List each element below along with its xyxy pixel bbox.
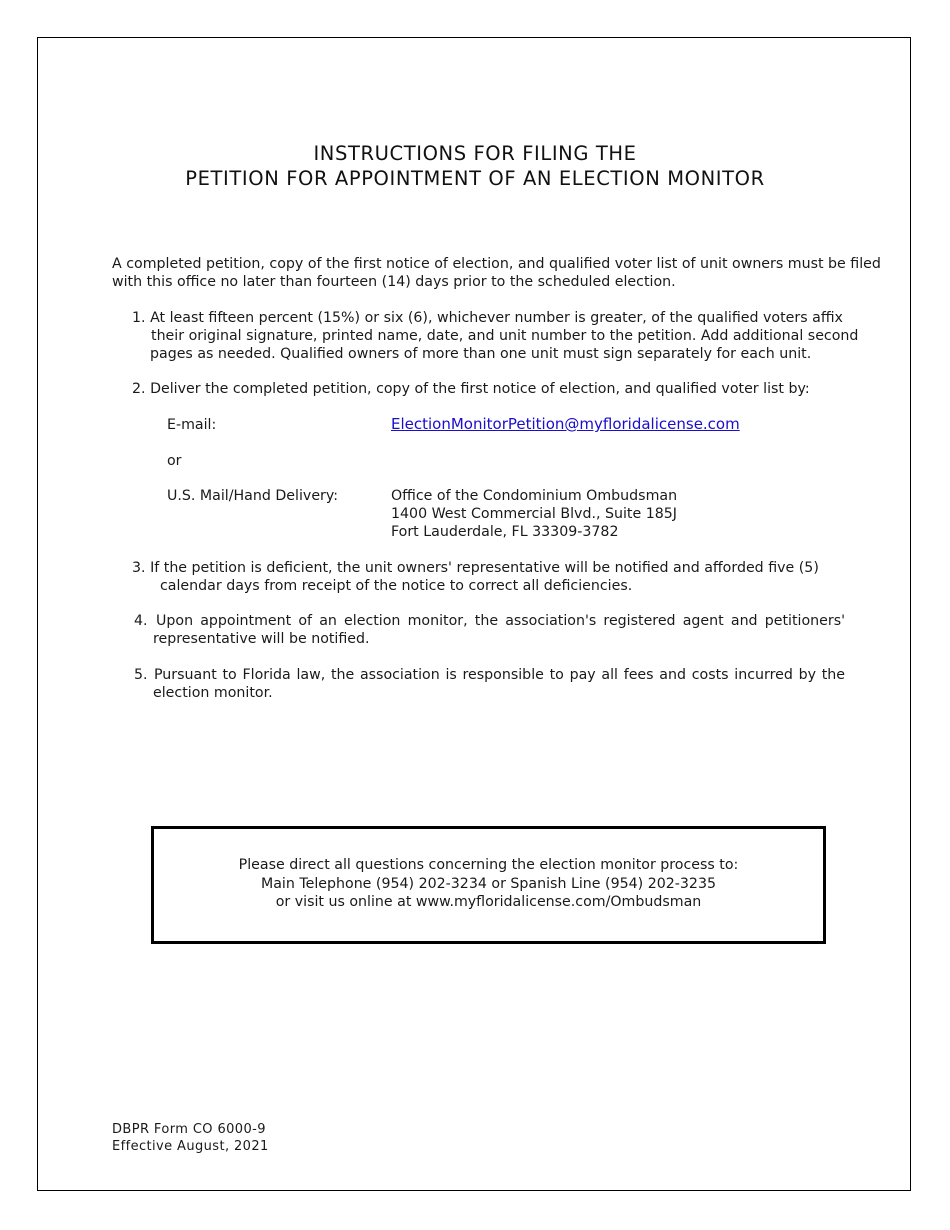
page-title-line-2: PETITION FOR APPOINTMENT OF AN ELECTION MONITOR — [185, 167, 765, 190]
address-line: Fort Lauderdale, FL 33309-3782 — [391, 524, 619, 540]
item-text-line: At least fifteen percent (15%) or six (6), whichever number is greater, of the qualified voters affix — [150, 310, 843, 326]
instruction-item-3 — [132, 559, 819, 595]
intro-paragraph — [112, 255, 881, 291]
page-title-line-1: INSTRUCTIONS FOR FILING THE — [313, 142, 637, 165]
address-line: 1400 West Commercial Blvd., Suite 185J — [391, 506, 677, 522]
intro-line: A completed petition, copy of the first notice of election, and qualified voter list of unit owners must be filed — [112, 256, 881, 272]
form-number: DBPR Form CO 6000-9 — [112, 1122, 266, 1137]
item-text-line: pages as needed. Qualified owners of more than one unit must sign separately for each unit. — [150, 346, 812, 362]
item-text-line: election monitor. — [153, 685, 273, 701]
item-number: 5. — [134, 667, 148, 683]
item-number: 3. — [132, 560, 146, 576]
email-link[interactable]: ElectionMonitorPetition@myfloridalicense.com — [391, 415, 740, 433]
contact-line: or visit us online at www.myfloridalicense.com/Ombudsman — [275, 894, 702, 910]
effective-date: Effective August, 2021 — [112, 1139, 269, 1154]
or-label: or — [167, 453, 182, 469]
item-number: 1. — [132, 310, 146, 326]
intro-line: with this office no later than fourteen (14) days prior to the scheduled election. — [112, 274, 676, 290]
item-number: 2. — [132, 381, 146, 397]
contact-line: Please direct all questions concerning the election monitor process to: — [238, 857, 739, 873]
email-label: E-mail: — [167, 417, 217, 433]
instruction-item-4 — [134, 612, 845, 648]
item-text-line: representative will be notified. — [153, 631, 370, 647]
item-text-line: Pursuant to Florida law, the association is responsible to pay all fees and costs incurred by the — [154, 667, 845, 683]
item-text-line: calendar days from receipt of the notice to correct all deficiencies. — [160, 578, 633, 594]
form-footer — [112, 1121, 269, 1155]
item-text-line: their original signature, printed name, date, and unit number to the petition. Add additional second — [151, 328, 859, 344]
item-text-line: If the petition is deficient, the unit owners' representative will be notified and afforded five (5) — [150, 560, 819, 576]
instruction-item-1 — [132, 309, 858, 363]
item-text-line: Deliver the completed petition, copy of the first notice of election, and qualified voter list by: — [150, 381, 810, 397]
contact-line: Main Telephone (954) 202-3234 or Spanish Line (954) 202-3235 — [260, 875, 716, 892]
item-text-line: Upon appointment of an election monitor, the association's registered agent and petitioners' — [156, 613, 845, 629]
mail-delivery-label: U.S. Mail/Hand Delivery: — [167, 488, 339, 504]
contact-info-box — [151, 826, 826, 944]
instruction-item-2 — [132, 380, 810, 398]
mailing-address — [391, 487, 677, 541]
item-number: 4. — [134, 613, 148, 629]
address-line: Office of the Condominium Ombudsman — [391, 488, 678, 504]
instruction-item-5 — [134, 666, 845, 702]
